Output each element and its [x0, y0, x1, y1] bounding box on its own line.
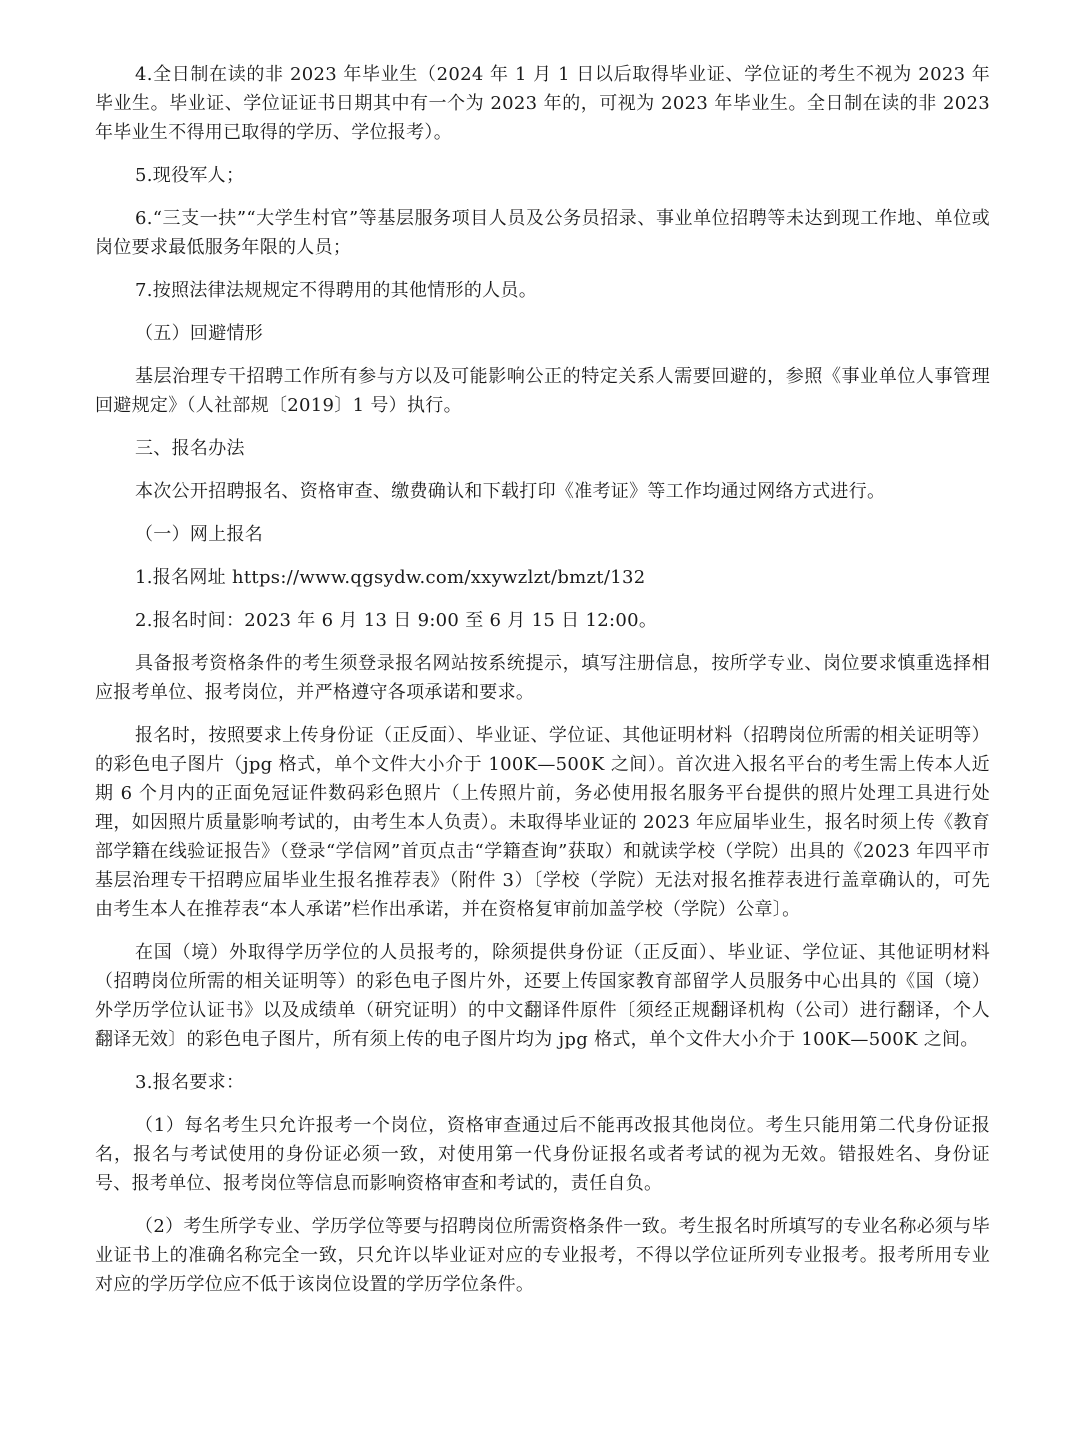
paragraph-requirement-1: （1）每名考生只允许报考一个岗位，资格审查通过后不能再改报其他岗位。考生只能用第二代身份证报名，报名与考试使用的身份证必须一致，对使用第一代身份证报名或者考试的视为无效。错报姓名、身份证号、报考单位、报考岗位等信息而影响资格审查和考试的，责任自负。	[95, 1115, 990, 1194]
paragraph-item-6: 6.“三支一扶”“大学生村官”等基层服务项目人员及公务员招录、事业单位招聘等未达到现工作地、单位或岗位要求最低服务年限的人员；	[95, 208, 990, 258]
paragraph-overseas-degree: 在国（境）外取得学历学位的人员报考的，除须提供身份证（正反面）、毕业证、学位证、其他证明材料（招聘岗位所需的相关证明等）的彩色电子图片外，还要上传国家教育部留学人员服务中心出具的《国（境）外学历学位认证书》以及成绩单（研究证明）的中文翻译件原件〔须经正规翻译机构（公司）进行翻译，个人翻译无效〕的彩色电子图片，所有须上传的电子图片均为 jpg 格式，单个文件大小介于 100K—500K 之间。	[95, 942, 990, 1050]
paragraph-eligibility: 具备报考资格条件的考生须登录报名网站按系统提示，填写注册信息，按所学专业、岗位要求慎重选择相应报考单位、报考岗位，并严格遵守各项承诺和要求。	[95, 653, 990, 703]
paragraph-registration-url: 1.报名网址 https://www.qgsydw.com/xxywzlzt/bmzt/132	[135, 567, 646, 588]
document-page	[95, 60, 990, 1313]
paragraph-item-5: 5.现役军人；	[135, 165, 245, 186]
paragraph-registration-intro: 本次公开招聘报名、资格审查、缴费确认和下载打印《准考证》等工作均通过网络方式进行。	[135, 481, 886, 502]
section-heading-avoidance: （五）回避情形	[135, 323, 264, 344]
section-heading-registration: 三、报名办法	[135, 438, 245, 459]
section-heading-online: （一）网上报名	[135, 524, 264, 545]
paragraph-item-7: 7.按照法律法规规定不得聘用的其他情形的人员。	[135, 280, 538, 301]
paragraph-upload-requirements: 报名时，按照要求上传身份证（正反面）、毕业证、学位证、其他证明材料（招聘岗位所需的相关证明等）的彩色电子图片（jpg 格式，单个文件大小介于 100K—500K 之间）。首次进入报名平台的考生需上传本人近期 6 个月内的正面免冠证件数码彩色照片（上传照片前，务必使用报名服务平台提供的照片处理工具进行处理，如因照片质量影响考试的，由考生本人负责）。未取得毕业证的 2023 年应届毕业生，报名时须上传《教育部学籍在线验证报告》（登录“学信网”首页点击“学籍查询”获取）和就读学校（学院）出具的《2023 年四平市基层治理专干招聘应届毕业生报名推荐表》（附件 3）〔学校（学院）无法对报名推荐表进行盖章确认的，可先由考生本人在推荐表“本人承诺”栏作出承诺，并在资格复审前加盖学校（学院）公章〕。	[95, 725, 990, 920]
paragraph-item-4: 4.全日制在读的非 2023 年毕业生（2024 年 1 月 1 日以后取得毕业证、学位证的考生不视为 2023 年毕业生。毕业证、学位证证书日期其中有一个为 2023 年的，可视为 2023 年毕业生。全日制在读的非 2023 年毕业生不得用已取得的学历、学位报考）。	[95, 64, 990, 143]
paragraph-avoidance-body: 基层治理专干招聘工作所有参与方以及可能影响公正的特定关系人需要回避的，参照《事业单位人事管理回避规定》（人社部规〔2019〕1 号）执行。	[95, 366, 990, 416]
paragraph-registration-time: 2.报名时间：2023 年 6 月 13 日 9:00 至 6 月 15 日 12:00。	[135, 610, 658, 631]
paragraph-requirement-2: （2）考生所学专业、学历学位等要与招聘岗位所需资格条件一致。考生报名时所填写的专业名称必须与毕业证书上的准确名称完全一致，只允许以毕业证对应的专业报考，不得以学位证所列专业报考。报考所用专业对应的学历学位应不低于该岗位设置的学历学位条件。	[95, 1216, 990, 1295]
section-heading-requirements: 3.报名要求：	[135, 1072, 245, 1093]
